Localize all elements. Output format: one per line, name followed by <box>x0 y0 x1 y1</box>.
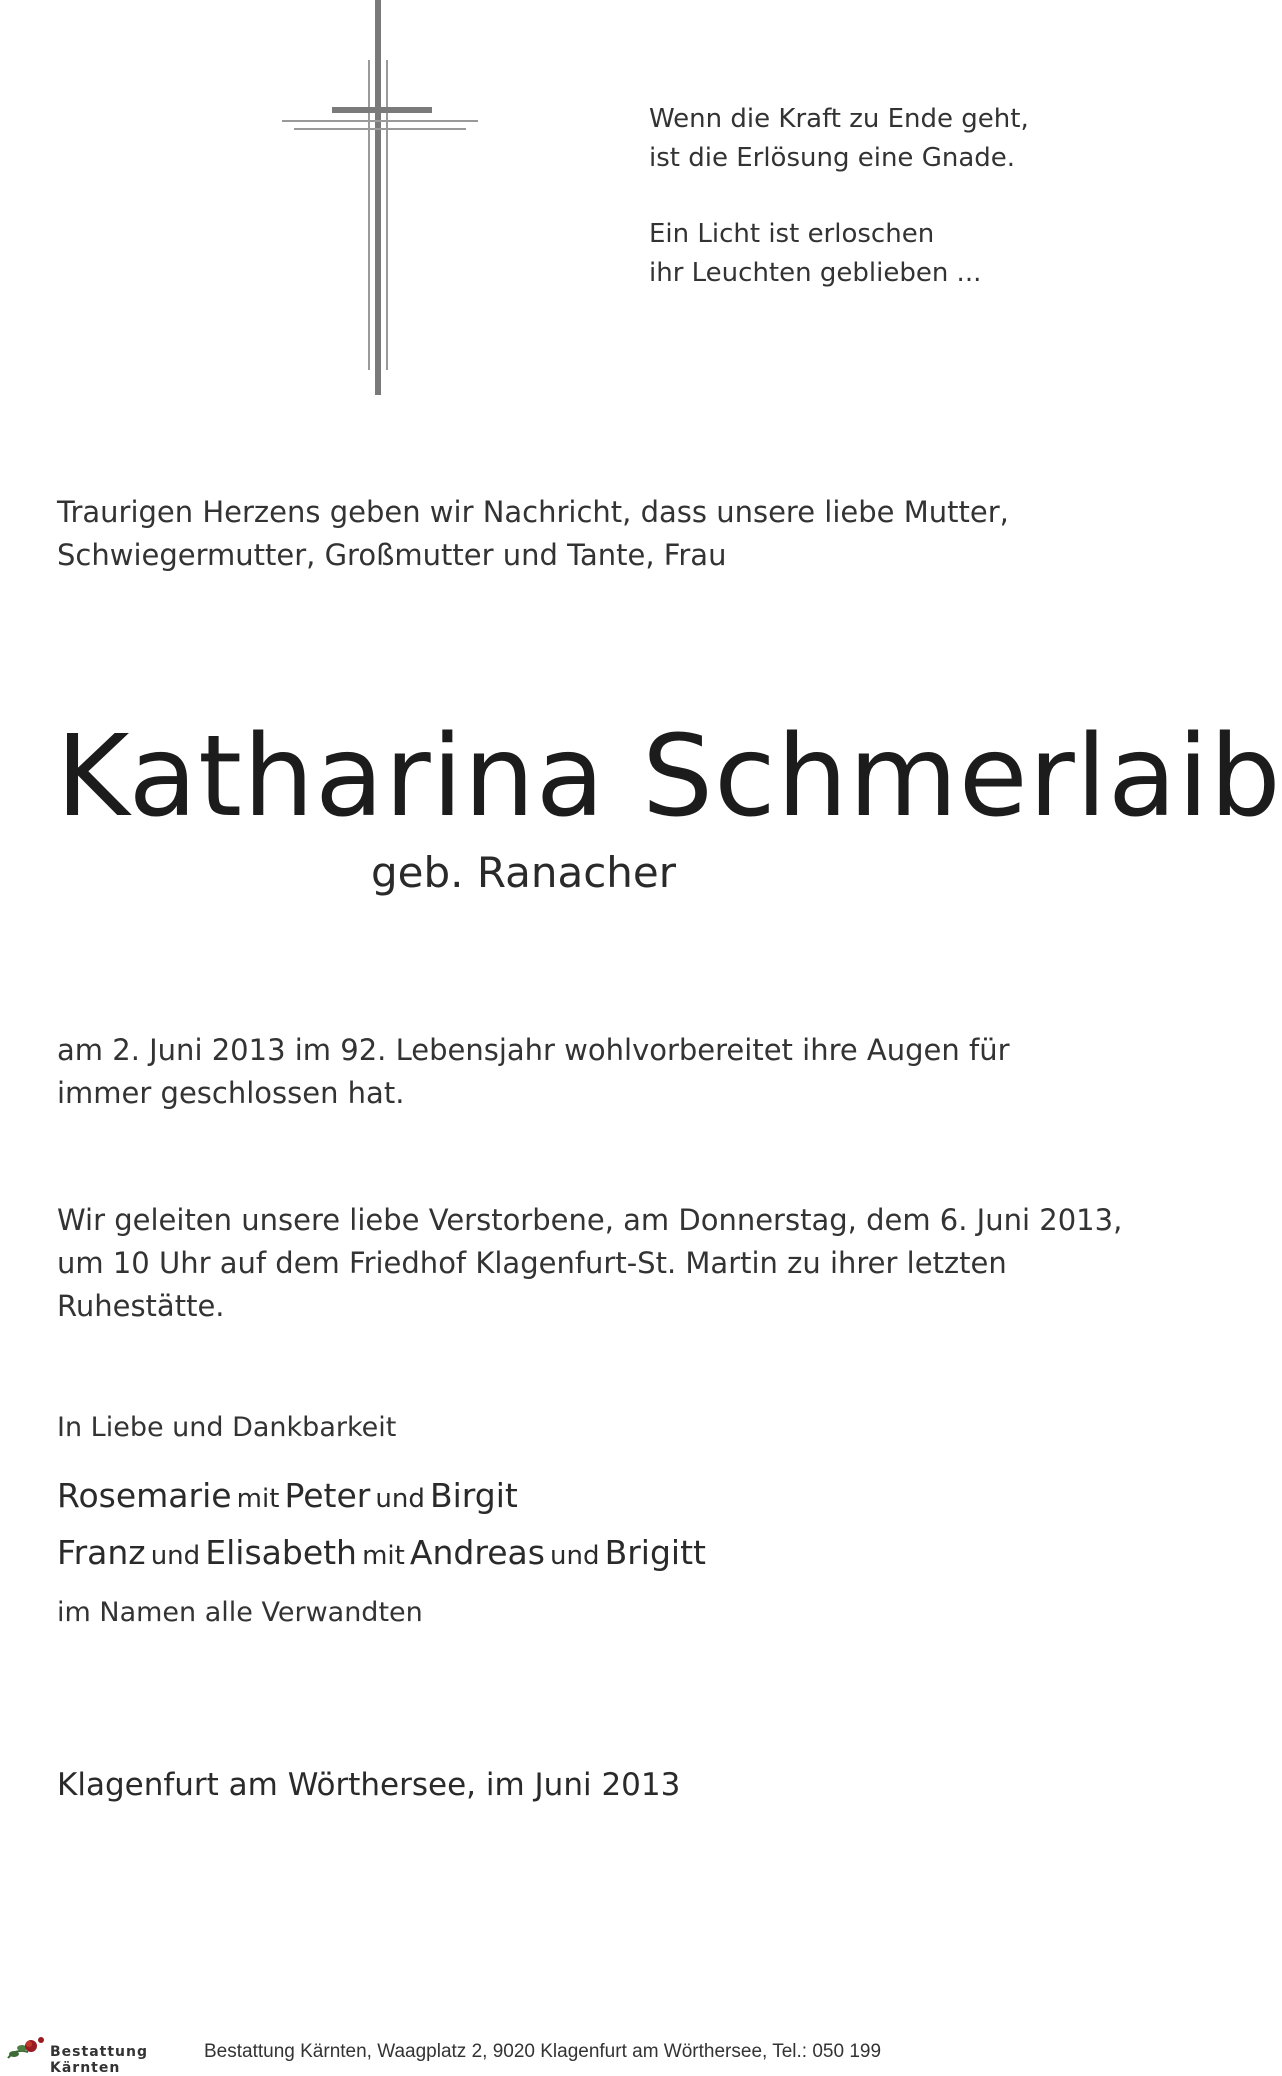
death-notice <box>57 1029 1010 1115</box>
family-name: Rosemarie <box>57 1476 232 1515</box>
family-name: Birgit <box>429 1476 518 1515</box>
conjunction: mit <box>236 1484 280 1514</box>
death-notice-line: am 2. Juni 2013 im 92. Lebensjahr wohlvorbereitet ihre Augen für <box>57 1033 1010 1067</box>
cross-icon <box>280 0 480 400</box>
conjunction: und <box>375 1484 425 1514</box>
closing-phrase: In Liebe und Dankbarkeit <box>57 1412 397 1443</box>
place-date: Klagenfurt am Wörthersee, im Juni 2013 <box>57 1767 681 1803</box>
conjunction: mit <box>362 1541 405 1571</box>
family-name: Peter <box>284 1476 371 1515</box>
footer-contact: Bestattung Kärnten, Waagplatz 2, 9020 Klagenfurt am Wörthersee, Tel.: 050 199 <box>204 2041 882 2062</box>
family-name: Brigitt <box>604 1533 706 1572</box>
conjunction: und <box>550 1541 600 1571</box>
funeral-line: Ruhestätte. <box>57 1289 225 1323</box>
family-line <box>57 1527 706 1584</box>
footer-logo <box>6 2034 196 2076</box>
funeral-line: um 10 Uhr auf dem Friedhof Klagenfurt-St. Martin zu ihrer letzten <box>57 1246 1007 1280</box>
family-signatures <box>57 1470 706 1584</box>
poem-line: ihr Leuchten geblieben ... <box>649 258 982 288</box>
family-name: Elisabeth <box>205 1533 357 1572</box>
death-notice-line: immer geschlossen hat. <box>57 1076 405 1110</box>
conjunction: und <box>150 1541 201 1571</box>
deceased-name: Katharina Schmerlaib <box>56 712 1282 842</box>
birth-name: geb. Ranacher <box>371 848 677 897</box>
poem-line: ist die Erlösung eine Gnade. <box>649 143 1016 173</box>
poem-line: Ein Licht ist erloschen <box>649 219 935 249</box>
footer-logo-text: Bestattung Kärnten <box>50 2044 148 2076</box>
poem <box>649 100 1029 293</box>
relatives-line: im Namen alle Verwandten <box>57 1597 423 1628</box>
family-name: Andreas <box>409 1533 545 1572</box>
rose-logo-icon <box>6 2034 50 2062</box>
family-line <box>57 1470 706 1527</box>
intro-line: Schwiegermutter, Großmutter und Tante, Frau <box>57 538 727 572</box>
funeral-notice <box>57 1199 1122 1328</box>
intro-text <box>57 491 1009 577</box>
funeral-line: Wir geleiten unsere liebe Verstorbene, am Donnerstag, dem 6. Juni 2013, <box>57 1203 1123 1237</box>
poem-line: Wenn die Kraft zu Ende geht, <box>649 104 1029 134</box>
family-name: Franz <box>57 1533 146 1572</box>
intro-line: Traurigen Herzens geben wir Nachricht, dass unsere liebe Mutter, <box>57 495 1009 529</box>
